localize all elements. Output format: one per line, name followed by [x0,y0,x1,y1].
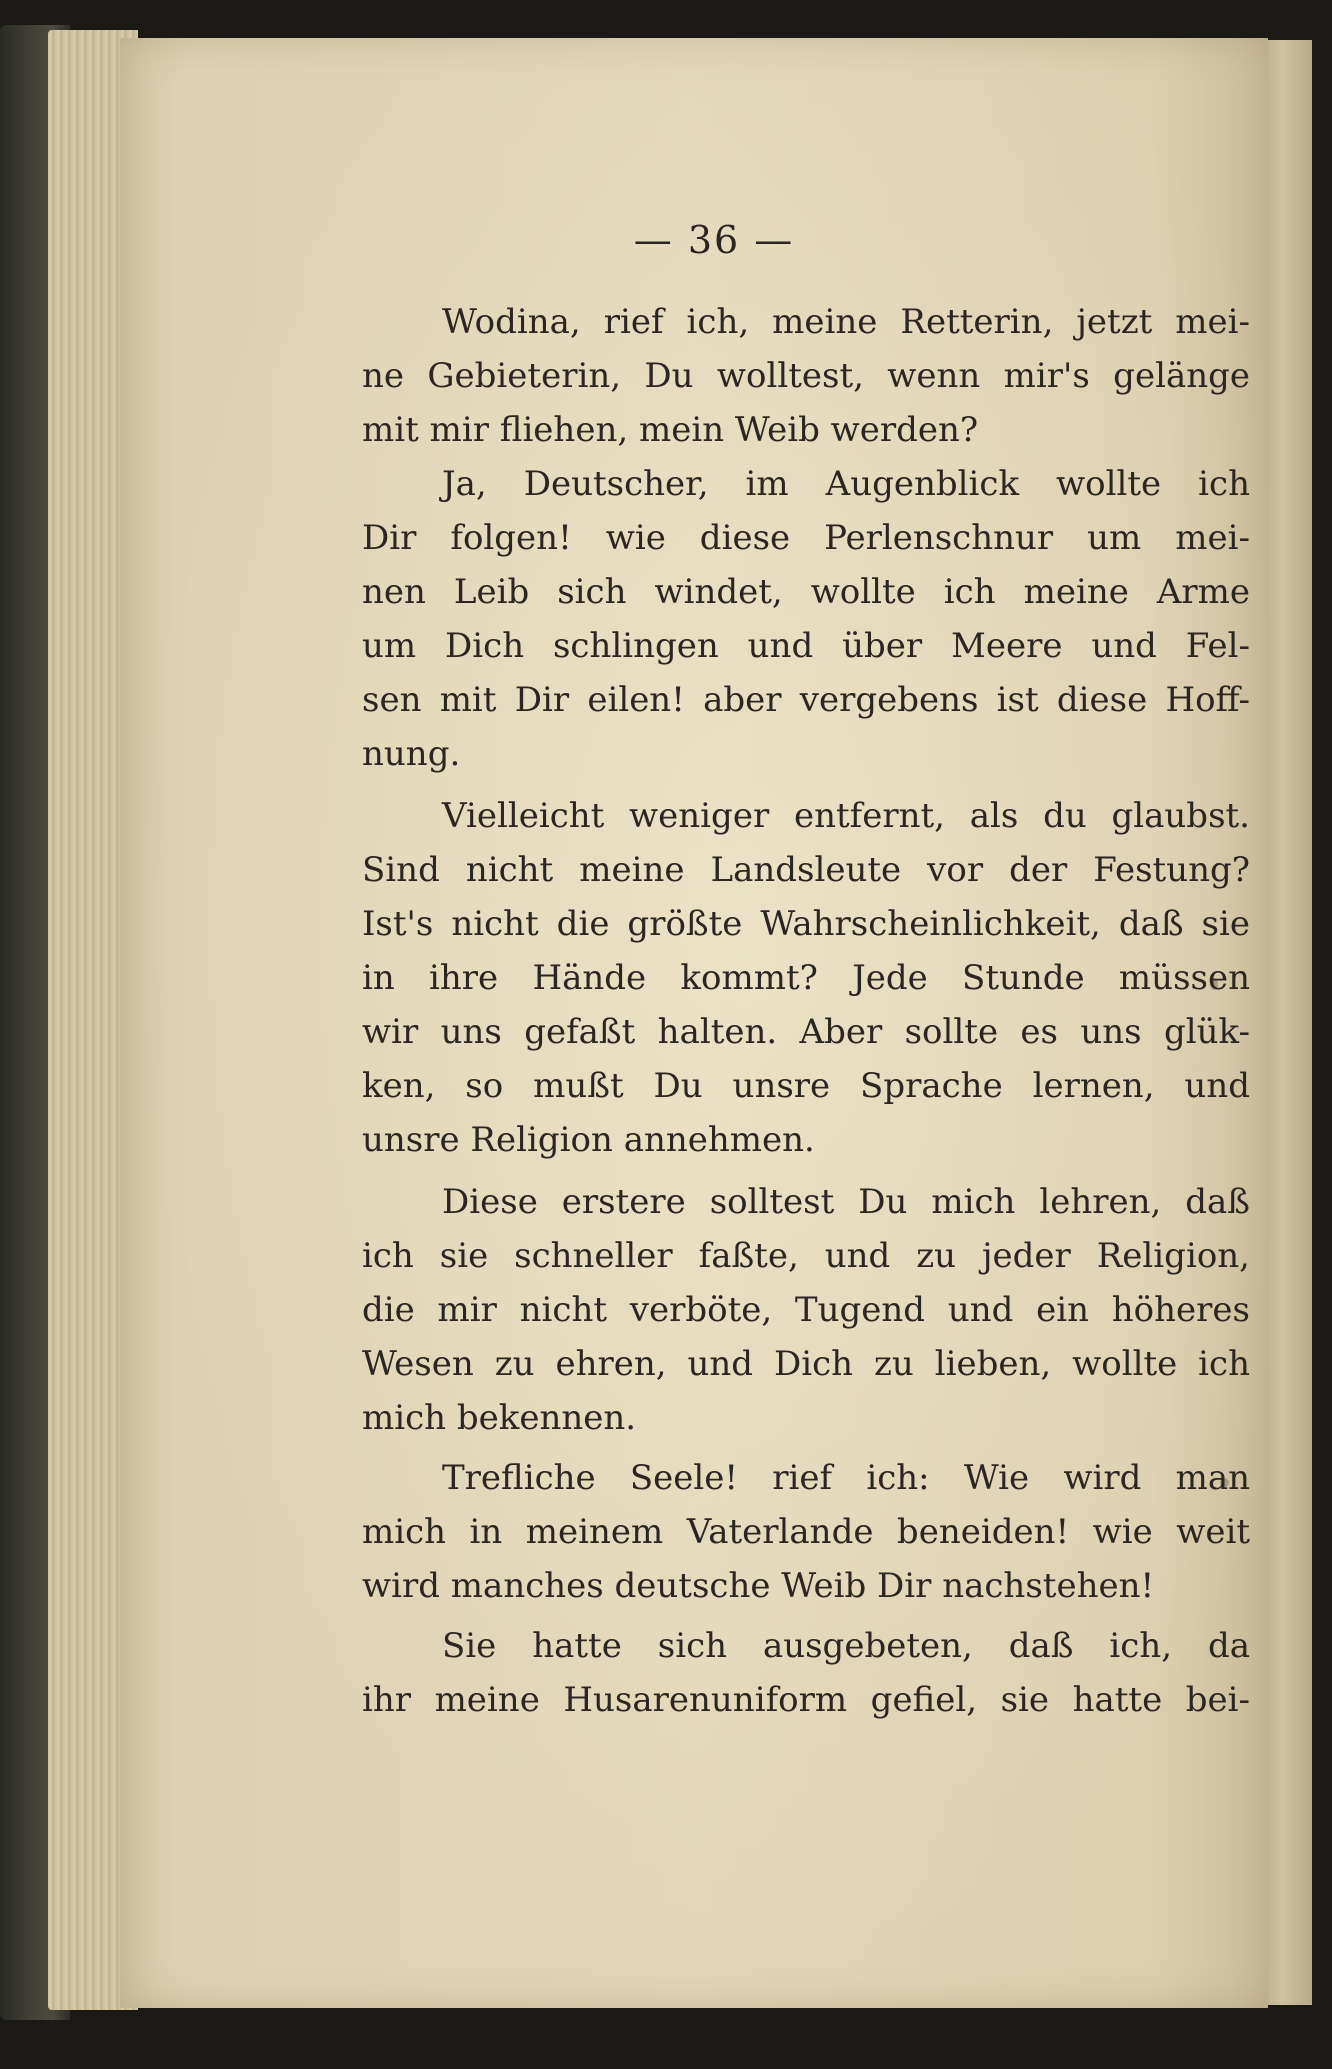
text-line: ken, so mußt Du unsre Sprache lernen, und [362,1066,1250,1106]
text-line: um Dich schlingen und über Meere und Fel- [362,626,1250,666]
text-line: wir uns gefaßt halten. Aber sollte es uns glük- [362,1012,1250,1052]
text-line: ne Gebieterin, Du wolltest, wenn mir's gelänge [362,356,1250,396]
text-line: in ihre Hände kommt? Jede Stunde müssen [362,958,1250,998]
text-line: mich in meinem Vaterlande beneiden! wie weit [362,1512,1250,1552]
page-number: — 36 — [633,218,795,262]
text-line: Wodina, rief ich, meine Retterin, jetzt mei- [442,302,1250,342]
text-line: Sie hatte sich ausgebeten, daß ich, da [442,1626,1250,1666]
text-line: Diese erstere solltest Du mich lehren, daß [442,1182,1250,1222]
text-line: Ja, Deutscher, im Augenblick wollte ich [442,464,1250,504]
text-line: Sind nicht meine Landsleute vor der Festung? [362,850,1250,890]
text-line: nen Leib sich windet, wollte ich meine Arme [362,572,1250,612]
text-line: nung. [362,734,461,774]
text-line: wird manches deutsche Weib Dir nachstehen! [362,1566,1155,1606]
text-line: Ist's nicht die größte Wahrscheinlichkeit, daß sie [362,904,1250,944]
book-page [120,38,1268,2008]
text-line: mit mir fliehen, mein Weib werden? [362,410,979,450]
text-line: Trefliche Seele! rief ich: Wie wird man [442,1458,1250,1498]
text-line: mich bekennen. [362,1398,637,1438]
text-line: ihr meine Husarenuniform gefiel, sie hatte bei- [362,1680,1250,1720]
facing-page-edge [1262,40,1312,2005]
text-line: die mir nicht verböte, Tugend und ein höheres [362,1290,1250,1330]
text-line: ich sie schneller faßte, und zu jeder Religion, [362,1236,1250,1276]
text-line: Vielleicht weniger entfernt, als du glaubst. [442,796,1250,836]
text-line: sen mit Dir eilen! aber vergebens ist diese Hoff- [362,680,1250,720]
text-line: Dir folgen! wie diese Perlenschnur um mei- [362,518,1250,558]
text-line: unsre Religion annehmen. [362,1120,815,1160]
text-line: Wesen zu ehren, und Dich zu lieben, wollte ich [362,1344,1250,1384]
